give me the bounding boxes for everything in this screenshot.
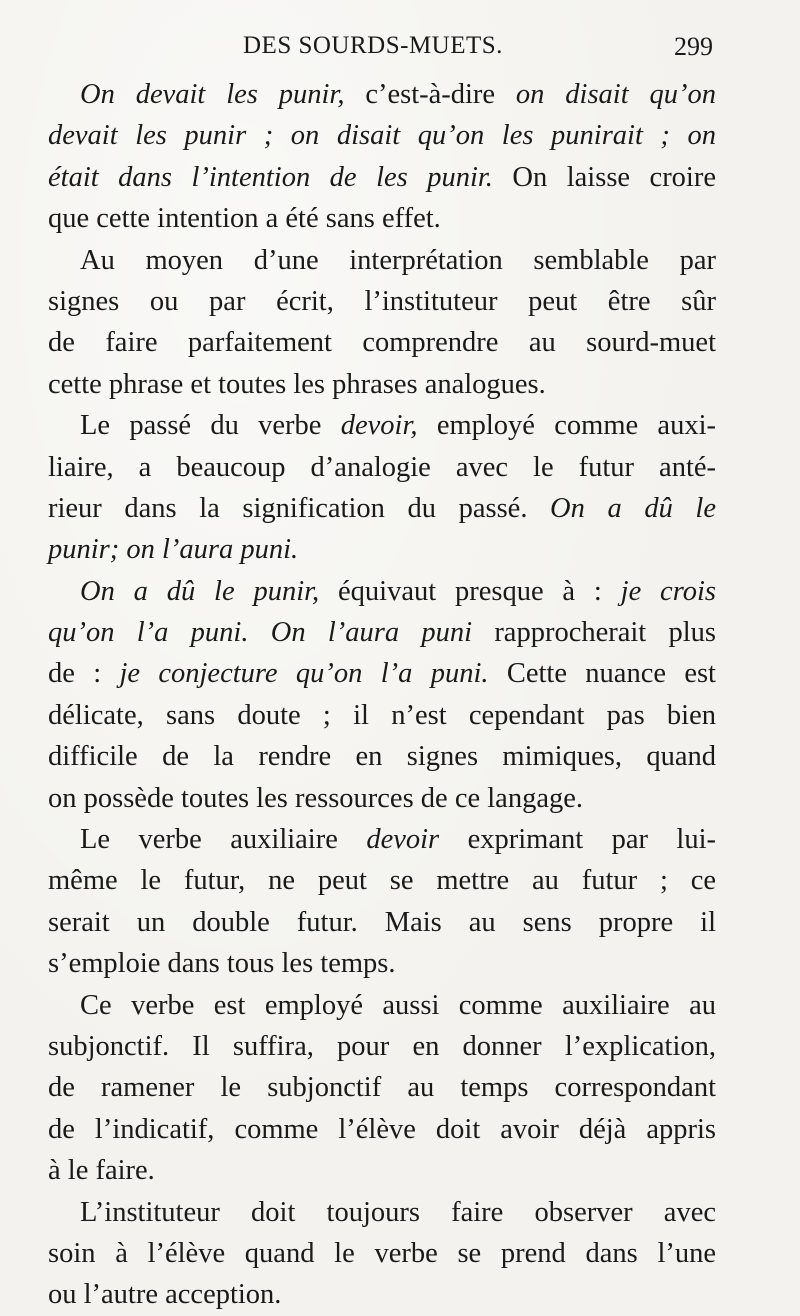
text-line bbox=[48, 902, 716, 943]
text-line bbox=[48, 1192, 716, 1233]
text-span: délicate, sans doute ; il n’est cependant pas bien bbox=[48, 699, 716, 731]
italic-text: On a dû le punir, bbox=[80, 575, 320, 607]
text-line bbox=[48, 405, 716, 446]
text-span: Cette nuance est bbox=[488, 658, 716, 690]
text-span: même le futur, ne peut se mettre au futur ; ce bbox=[48, 865, 716, 897]
italic-text: devoir, bbox=[340, 410, 418, 442]
text-line bbox=[48, 198, 716, 239]
paragraph bbox=[48, 74, 716, 240]
text-span: exprimant par lui- bbox=[439, 824, 717, 856]
text-span: Le verbe auxiliaire bbox=[80, 824, 367, 856]
text-line bbox=[48, 74, 716, 115]
paragraph bbox=[48, 240, 716, 406]
text-line bbox=[48, 985, 716, 1026]
text-line bbox=[48, 115, 716, 156]
italic-text: devait les punir ; on disait qu’on les punirait ; on bbox=[48, 120, 716, 152]
text-span: liaire, a beaucoup d’analogie avec le futur anté- bbox=[48, 451, 716, 483]
text-span: à le faire. bbox=[48, 1155, 155, 1187]
text-line bbox=[48, 736, 716, 777]
text-span: subjonctif. Il suffira, pour en donner l’explication, bbox=[48, 1030, 716, 1062]
text-line bbox=[48, 778, 716, 819]
italic-text: je crois bbox=[620, 575, 716, 607]
text-span: Ce verbe est employé aussi comme auxiliaire au bbox=[80, 989, 716, 1021]
text-line bbox=[48, 364, 716, 405]
italic-text: punir; on l’aura puni. bbox=[48, 534, 299, 566]
text-line bbox=[48, 860, 716, 901]
text-line bbox=[48, 157, 716, 198]
text-span: rieur dans la signification du passé. bbox=[48, 492, 551, 524]
running-title: DES SOURDS-MUETS. bbox=[243, 32, 503, 59]
text-line bbox=[48, 819, 716, 860]
italic-text: qu’on l’a puni. On l’aura puni bbox=[48, 617, 473, 649]
text-line bbox=[48, 240, 716, 281]
text-span: c’est-à-dire bbox=[344, 79, 516, 110]
text-span: équivaut presque à : bbox=[319, 575, 621, 607]
text-line bbox=[48, 1067, 716, 1108]
page-number: 299 bbox=[674, 32, 713, 61]
text-span: signes ou par écrit, l’instituteur peut être sûr bbox=[48, 285, 716, 317]
italic-text: on disait qu’on bbox=[515, 79, 716, 110]
paragraph bbox=[48, 1192, 716, 1316]
text-line bbox=[48, 653, 716, 694]
text-span: difficile de la rendre en signes mimiques, quand bbox=[48, 741, 716, 773]
text-line bbox=[48, 1026, 716, 1067]
text-line bbox=[48, 612, 716, 653]
body-text bbox=[48, 74, 716, 1316]
text-span: de ramener le subjonctif au temps correspondant bbox=[48, 1072, 716, 1104]
text-line bbox=[48, 488, 716, 529]
italic-text: était dans l’intention de les punir. bbox=[48, 161, 493, 193]
text-span: de faire parfaitement comprendre au sourd-muet bbox=[48, 327, 716, 359]
text-span: soin à l’élève quand le verbe se prend dans l’une bbox=[48, 1237, 716, 1269]
text-line bbox=[48, 281, 716, 322]
text-span: de l’indicatif, comme l’élève doit avoir déjà appris bbox=[48, 1113, 716, 1145]
text-span: On laisse croire bbox=[492, 161, 716, 193]
text-line bbox=[48, 695, 716, 736]
italic-text: je conjecture qu’on l’a puni. bbox=[119, 658, 489, 690]
paragraph bbox=[48, 819, 716, 985]
text-span: L’instituteur doit toujours faire observer avec bbox=[80, 1196, 716, 1228]
text-span: employé comme auxi- bbox=[417, 410, 716, 442]
italic-text: On a dû le bbox=[550, 492, 716, 524]
text-line bbox=[48, 1233, 716, 1274]
text-line bbox=[48, 1109, 716, 1150]
text-line bbox=[48, 571, 716, 612]
text-line bbox=[48, 1274, 716, 1315]
text-span: serait un double futur. Mais au sens propre il bbox=[48, 906, 716, 938]
page-header bbox=[48, 32, 713, 72]
paragraph bbox=[48, 405, 716, 571]
text-span: Au moyen d’une interprétation semblable par bbox=[80, 244, 716, 276]
paragraph bbox=[48, 985, 716, 1192]
text-span: s’emploie dans tous les temps. bbox=[48, 948, 396, 980]
text-span: ou l’autre acception. bbox=[48, 1279, 282, 1311]
paragraph bbox=[48, 571, 716, 819]
text-span: rapprocherait plus bbox=[472, 617, 716, 649]
text-line bbox=[48, 529, 716, 570]
text-span: que cette intention a été sans effet. bbox=[48, 203, 441, 235]
text-span: de : bbox=[48, 658, 120, 690]
text-span: Le passé du verbe bbox=[80, 410, 341, 442]
text-line bbox=[48, 1150, 716, 1191]
text-line bbox=[48, 447, 716, 488]
text-span: cette phrase et toutes les phrases analogues. bbox=[48, 368, 546, 400]
text-line bbox=[48, 943, 716, 984]
italic-text: devoir bbox=[366, 824, 440, 856]
text-line bbox=[48, 322, 716, 363]
italic-text: On devait les punir, bbox=[80, 79, 345, 110]
text-span: on possède toutes les ressources de ce langage. bbox=[48, 782, 583, 814]
